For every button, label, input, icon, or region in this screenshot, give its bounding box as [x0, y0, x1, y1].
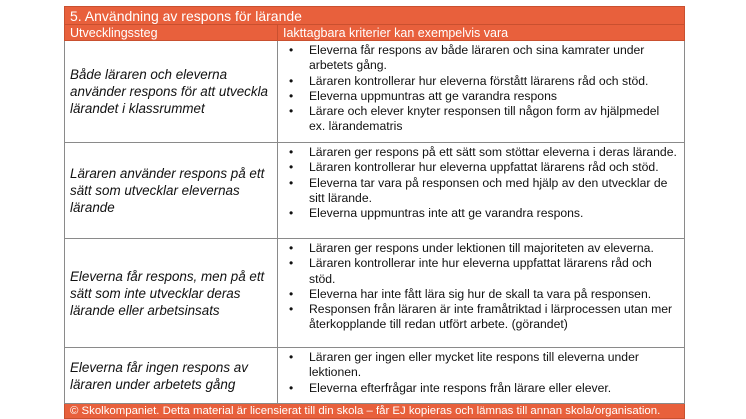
table-row: [64, 41, 685, 143]
criteria-item: • Eleverna får respons av både läraren och sina kamrater under arbetets gång.: [278, 43, 678, 74]
copyright-footer: © Skolkompaniet. Detta material är licensierat till din skola – får EJ kopieras och lämnas till annan skola/organisation.: [64, 404, 685, 419]
criteria-item: • Eleverna uppmuntras inte att ge varandra respons.: [278, 206, 678, 221]
table-row: [64, 348, 685, 404]
criteria-item: • Lärare och elever knyter responsen till någon form av hjälpmedel ex. lärandematris: [278, 104, 678, 135]
stage-cell: Både läraren och eleverna använder respons för att utveckla lärandet i klassrummet: [65, 41, 278, 142]
table-header: [64, 25, 685, 41]
header-stage: Utvecklingssteg: [65, 25, 278, 40]
criteria-item: • Eleverna uppmuntras att ge varandra respons: [278, 89, 678, 104]
criteria-cell: [278, 239, 684, 347]
criteria-item: • Responsen från läraren är inte framåtriktad i lärprocessen utan mer återkopplande till redan utfört arbete. (görandet): [278, 302, 678, 333]
criteria-item: • Läraren ger respons under lektionen till majoriteten av eleverna.: [278, 241, 678, 256]
criteria-item: • Eleverna efterfrågar inte respons från lärare eller elever.: [278, 381, 678, 396]
header-criteria: Iakttagbara kriterier kan exempelvis vara: [283, 26, 509, 40]
criteria-item: • Eleverna har inte fått lära sig hur de skall ta vara på responsen.: [278, 287, 678, 302]
criteria-item: • Läraren kontrollerar hur eleverna förstått lärarens råd och stöd.: [278, 74, 678, 89]
rubric-table: [64, 6, 685, 419]
criteria-cell: [278, 143, 684, 238]
stage-cell: Eleverna får ingen respons av läraren under arbetets gång: [65, 348, 278, 403]
table-title: 5. Användning av respons för lärande: [64, 6, 685, 25]
criteria-cell: [278, 348, 684, 403]
criteria-item: • Läraren ger respons på ett sätt som stöttar eleverna i deras lärande.: [278, 145, 678, 160]
stage-cell: Eleverna får respons, men på ett sätt som inte utvecklar deras lärande eller arbetsinsats: [65, 239, 278, 347]
table-row: [64, 143, 685, 239]
table-row: [64, 239, 685, 348]
criteria-cell: [278, 41, 684, 142]
criteria-item: • Läraren ger ingen eller mycket lite respons till eleverna under lektionen.: [278, 350, 678, 381]
stage-cell: Läraren använder respons på ett sätt som utvecklar elevernas lärande: [65, 143, 278, 238]
criteria-item: • Läraren kontrollerar hur eleverna uppfattat lärarens råd och stöd.: [278, 160, 678, 175]
criteria-item: • Läraren kontrollerar inte hur eleverna uppfattat lärarens råd och stöd.: [278, 256, 678, 287]
criteria-item: • Eleverna tar vara på responsen och med hjälp av den utvecklar de sitt lärande.: [278, 176, 678, 207]
